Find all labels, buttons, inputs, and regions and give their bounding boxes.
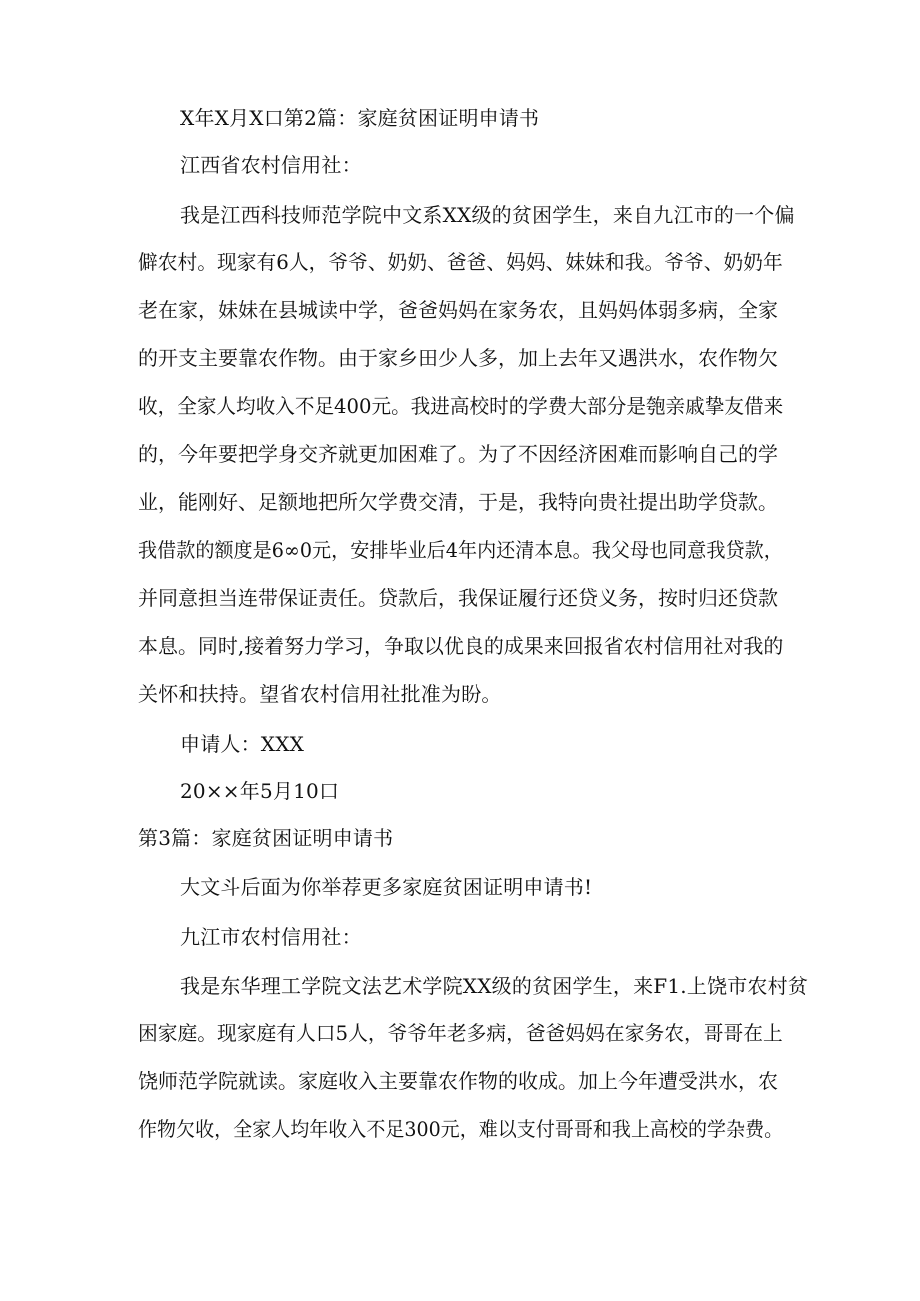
body-paragraph-line: 困家庭。现家庭有人口5人，爷爷年老多病，爸爸妈妈在家务农，哥哥在上	[138, 1021, 783, 1045]
recommendation-line: 大文斗后面为你举荐更多家庭贫困证明申请书!	[180, 875, 593, 899]
applicant-line: 申请人：XXX	[180, 732, 305, 756]
body-paragraph-line: 我借款的额度是6∞0元，安排毕业后4年内还清本息。我父母也同意我贷款，	[138, 538, 783, 562]
body-paragraph-line: 僻农村。现家有6人，爷爷、奶奶、爸爸、妈妈、妹妹和我。爷爷、奶奶年	[138, 250, 783, 274]
body-paragraph-line: 我是东华理工学院文法艺术学院XX级的贫困学生，来F1.上饶市农村贫	[180, 974, 809, 998]
section-3-heading: 第3篇：家庭贫困证明申请书	[138, 826, 394, 850]
addressee-line: 九江市农村信用社：	[180, 925, 362, 949]
body-paragraph-line: 关怀和扶持。望省农村信用社批准为盼。	[138, 682, 502, 706]
body-paragraph-line: 老在家，妹妹在县城读中学，爸爸妈妈在家务农，且妈妈体弱多病，全家	[138, 298, 778, 322]
body-paragraph-line: 饶师范学院就读。家庭收入主要靠农作物的收成。加上今年遭受洪水，农	[138, 1069, 778, 1093]
body-paragraph-line: 作物欠收，全家人均年收入不足300元，难以支付哥哥和我上高校的学杂费。	[138, 1117, 784, 1141]
body-paragraph-line: 我是江西科技师范学院中文系XX级的贫困学生，来自九江市的一个偏	[180, 203, 795, 227]
body-paragraph-line: 本息。同时,接着努力学习，争取以优良的成果来回报省农村信用社对我的	[138, 634, 784, 658]
body-paragraph-line: 的开支主要靠农作物。由于家乡田少人多，加上去年又遇洪水，农作物欠	[138, 346, 778, 370]
addressee-line: 江西省农村信用社：	[180, 153, 362, 177]
body-paragraph-line: 收，全家人均收入不足400元。我进高校时的学费大部分是匏亲戚挚友借来	[138, 394, 784, 418]
date-line: 20××年5月10口	[180, 779, 340, 803]
section-2-heading: X年X月X口第2篇：家庭贫困证明申请书	[180, 106, 540, 130]
body-paragraph-line: 业，能刚好、足额地把所欠学费交清，于是，我特向贵社提出助学贷款。	[138, 490, 778, 514]
body-paragraph-line: 的，今年要把学身交齐就更加困难了。为了不因经济困难而影响自己的学	[138, 442, 778, 466]
body-paragraph-line: 并同意担当连带保证责任。贷款后，我保证履行还贷义务，按时归还贷款	[138, 586, 778, 610]
